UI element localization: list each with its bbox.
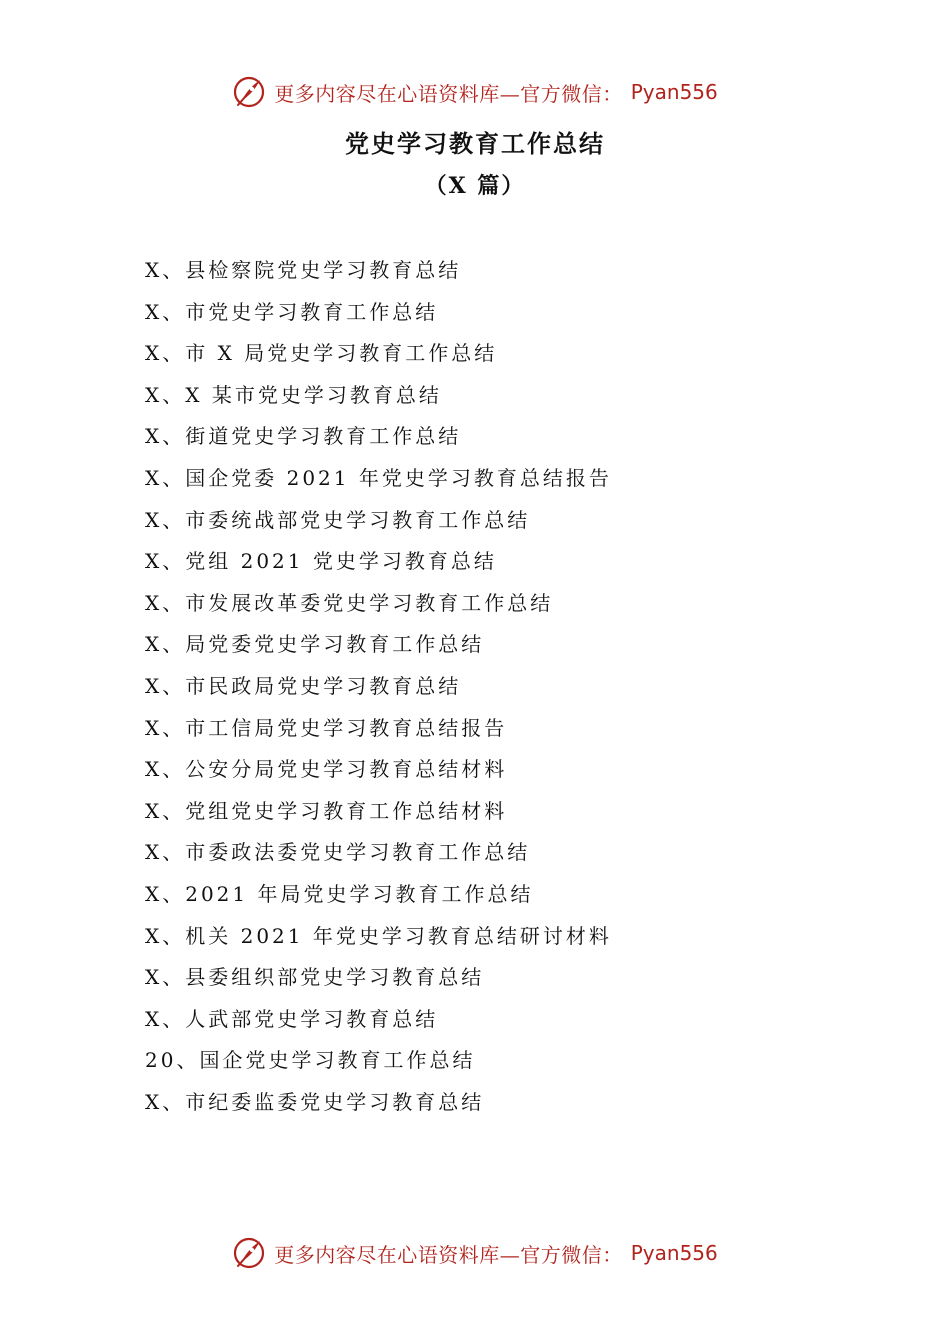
toc-item: X、党组 2021 党史学习教育总结 <box>145 549 497 574</box>
toc-item: X、市 X 局党史学习教育工作总结 <box>145 341 498 366</box>
footer-banner-text: 更多内容尽在心语资料库—官方微信： <box>274 1242 623 1267</box>
toc-item: X、机关 2021 年党史学习教育总结研讨材料 <box>145 923 612 948</box>
toc-item: X、市委政法委党史学习教育工作总结 <box>145 840 531 865</box>
toc-item: X、县委组织部党史学习教育总结 <box>145 965 485 990</box>
toc-item: X、人武部党史学习教育总结 <box>145 1006 439 1031</box>
footer-banner-content <box>232 1236 718 1270</box>
toc-item: X、县检察院党史学习教育总结 <box>145 258 462 282</box>
toc-item: X、党组党史学习教育工作总结材料 <box>145 798 508 823</box>
footer-banner <box>0 1233 950 1273</box>
quill-pen-logo-icon <box>232 75 266 109</box>
toc-item: X、局党委党史学习教育工作总结 <box>145 632 485 657</box>
toc-item: X、街道党史学习教育工作总结 <box>145 424 462 449</box>
toc-item: X、国企党委 2021 年党史学习教育总结报告 <box>145 465 612 490</box>
header-banner-text: 更多内容尽在心语资料库—官方微信： <box>274 81 623 106</box>
toc-item: X、X 某市党史学习教育总结 <box>145 382 442 407</box>
toc-item: X、市发展改革委党史学习教育工作总结 <box>145 590 554 615</box>
toc-item: X、市工信局党史学习教育总结报告 <box>145 715 508 740</box>
footer-wechat-id: Pyan556 <box>630 1241 718 1265</box>
toc-item: X、市委统战部党史学习教育工作总结 <box>145 507 531 532</box>
toc-item: X、市民政局党史学习教育总结 <box>145 673 462 698</box>
toc-item: X、市党史学习教育工作总结 <box>145 299 439 324</box>
header-banner <box>0 72 950 112</box>
header-banner-content <box>232 75 718 109</box>
toc-item: 20、国企党史学习教育工作总结 <box>145 1048 476 1073</box>
toc-item: X、市纪委监委党史学习教育总结 <box>145 1089 485 1114</box>
toc-item: X、2021 年局党史学习教育工作总结 <box>145 881 534 906</box>
document-title: 党史学习教育工作总结 <box>345 129 605 158</box>
toc-list <box>145 250 612 1123</box>
toc-item: X、公安分局党史学习教育总结材料 <box>145 757 508 782</box>
document-subtitle: （X 篇） <box>424 173 526 199</box>
header-wechat-id: Pyan556 <box>630 80 718 104</box>
quill-pen-logo-icon <box>232 1236 266 1270</box>
